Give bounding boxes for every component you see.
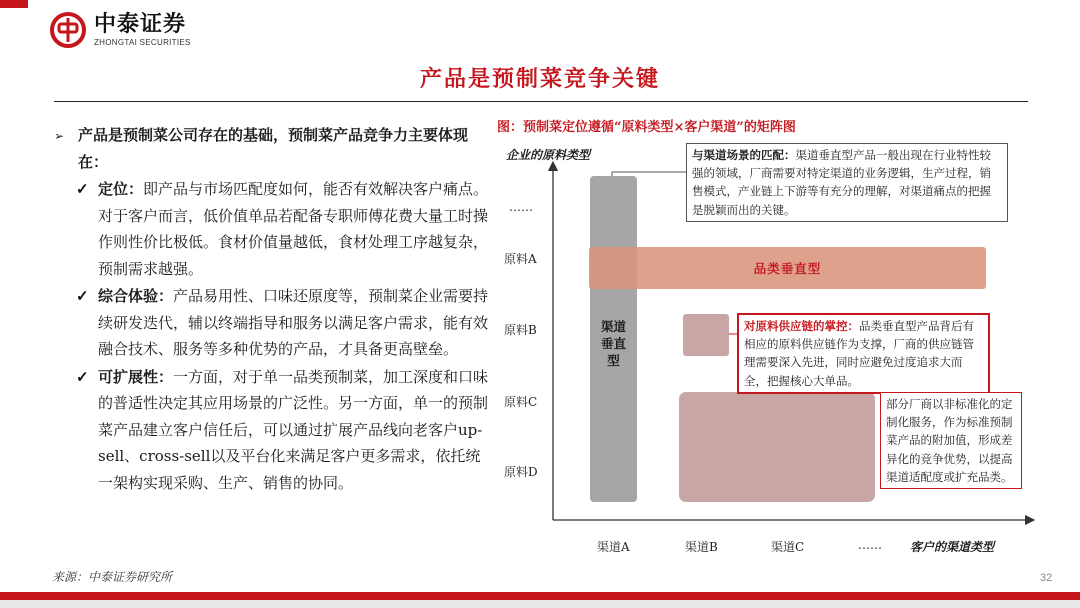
y-axis-label: 企业的原料类型 [506,148,591,162]
x-tick-label: …… [858,538,882,552]
x-tick-label: 渠道C [771,540,805,554]
y-tick-label: 原料C [504,395,538,409]
sub-bullet-head: 综合体验： [98,287,174,305]
footer-base-bar [0,600,1080,608]
sub-bullet-body: 即产品与市场匹配度如何，能否有效解决客户痛点。对于客户而言，低价值单品若配备专职师傅花费大量工时操作则性价比极低。食材价值量越低，食材处理工序越复杂，预制需求越强。 [98,180,489,278]
channel-vertical-label-text: 渠道 垂直 型 [600,319,626,368]
channel-vertical-label [590,318,637,369]
logo-chinese-name: 中泰证券 [94,11,187,37]
arrow-bullet-icon: ➢ [54,129,65,143]
supply-chain-block [683,314,729,356]
sub-bullet-body: 产品易用性、口味还原度等，预制菜企业需要持续研发迭代，辅以终端指导和服务以满足客户需求，能有效融合技术、服务等多种优势的产品，才具备更高壁垒。 [98,287,489,358]
y-tick-label: 原料D [504,465,538,479]
check-icon: ✓ [76,367,89,386]
channel-matching-note [686,143,1008,222]
x-tick-label: 渠道A [597,540,630,554]
check-icon: ✓ [76,287,89,305]
y-tick-label: 原料B [504,323,537,337]
note-body: 渠道垂直型产品一般出现在行业特性较强的领域，厂商需要对特定渠道的业务逻辑，生产过程，销售模式，产业链上下游等有充分的理解，对渠道痛点的把握是脱颖而出的关键。 [692,148,991,217]
logo-english-name: ZHONGTAI SECURITIES [94,37,191,47]
note-heading: 对原料供应链的掌控： [744,319,859,333]
x-axis-label: 客户的渠道类型 [910,540,995,554]
note-body: 品类垂直型产品背后有相应的原料供应链作为支撑，厂商的供应链管理需要深入先进，同时应避免过度追求大而全，把握核心大单品。 [744,319,974,388]
category-vertical-label: 品类垂直型 [753,261,822,276]
sub-bullet-head: 可扩展性： [98,367,174,386]
footer-accent-bar [0,592,1080,600]
check-icon: ✓ [76,180,89,198]
x-tick-label: 渠道B [685,540,718,554]
main-bullet-text: 产品是预制菜公司存在的基础，预制菜产品竞争力主要体现在： [78,126,469,171]
y-tick-label: 原料A [504,252,537,266]
page-title: 产品是预制菜竞争关键 [419,66,660,92]
source-note: 来源：中泰证券研究所 [52,570,173,584]
note-heading: 与渠道场景的匹配： [692,148,796,162]
sub-bullet-body: 一方面，对于单一品类预制菜，加工深度和口味的普适性决定其应用场景的广泛性。另一方面，单一的预制菜产品建立客户信任后，可以通过扩展产品线向老客户up-sell、cross-sell以及平台化来满足客户更多需求，依托统一架构实现采购、生产、销售的协同。 [98,367,489,492]
sub-bullet-head: 定位： [98,180,144,198]
supply-chain-note [737,313,990,394]
customization-block [679,392,875,502]
customization-note [880,392,1022,489]
note-body: 部分厂商以非标准化的定制化服务，作为标准预制菜产品的附加值，形成差异化的竞争优势，以提高渠道适配度或扩充品类。 [886,397,1013,484]
figure-caption: 图：预制菜定位遵循“原料类型×客户渠道”的矩阵图 [497,120,796,135]
page-number: 32 [1040,572,1053,584]
y-tick-label: …… [509,200,533,214]
